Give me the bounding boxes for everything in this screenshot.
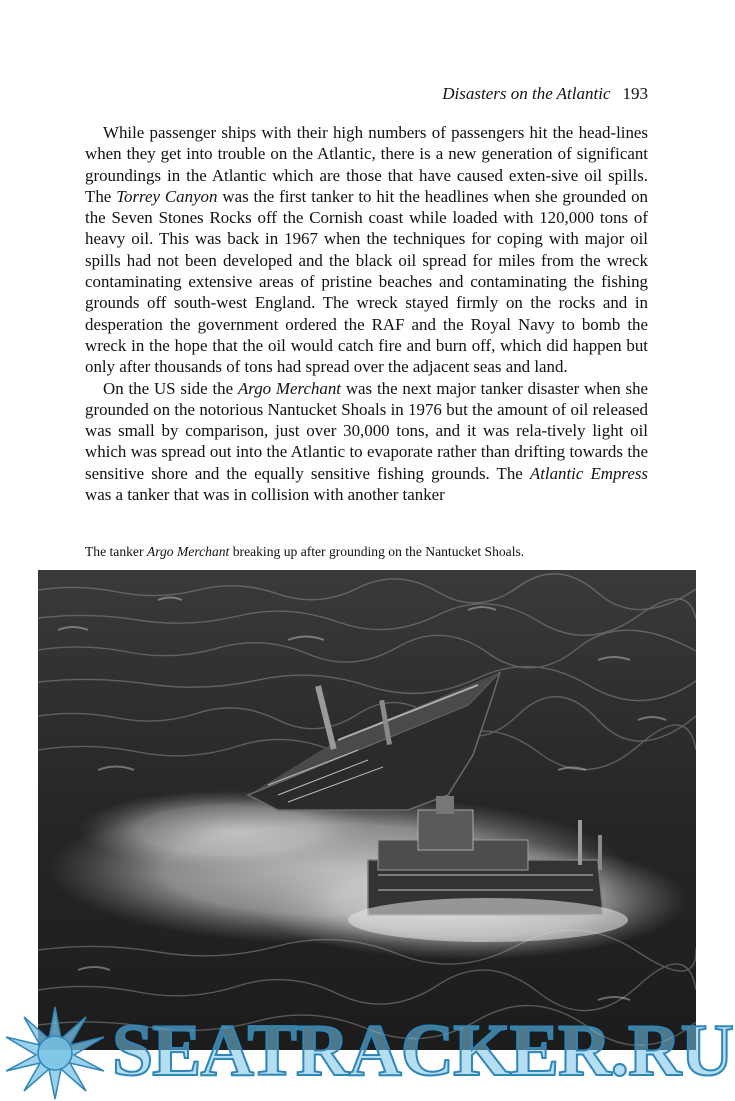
- running-title: Disasters on the Atlantic: [442, 84, 611, 103]
- page-number: 193: [622, 84, 648, 103]
- caption-text: breaking up after grounding on the Nantucket Shoals.: [229, 544, 525, 559]
- text-segment: was the next major tanker disaster when she grounded on the notorious Nantucket Shoals in 1976 but the amount of oil released was small by comparison, just over 30,000 tons, and it was rela-tively light oil which was spread out into the Atlantic to evaporate rather than drifting towards the sensitive shore and the equally sensitive fishing grounds. The: [85, 378, 649, 483]
- ship-name-torrey-canyon: Torrey Canyon: [116, 186, 218, 206]
- body-text: [85, 122, 648, 505]
- photo-caption: [85, 544, 685, 560]
- text-segment: was a tanker that was in collision with another tanker: [85, 485, 445, 505]
- ship-name-argo-merchant: Argo Merchant: [237, 378, 341, 398]
- text-segment: While passenger ships with their high numbers of passengers hit the head-lines when they get into trouble on the Atlantic, there is a new generation of significant groundings in the Atlantic which are those that have caused exten-sive oil spills. The: [85, 123, 648, 206]
- caption-ship-name: Argo Merchant: [146, 544, 230, 559]
- paragraph-1: [85, 122, 648, 378]
- sun-logo-icon: [0, 1005, 110, 1101]
- shipwreck-photo: [38, 570, 696, 1050]
- paragraph-2: [85, 378, 648, 506]
- seatracker-watermark: [0, 1005, 735, 1101]
- caption-text: The tanker: [85, 544, 147, 559]
- watermark-text: SEATRACKER.RU: [112, 1010, 733, 1092]
- running-header: [442, 84, 648, 104]
- text-segment: was the first tanker to hit the headlines when she grounded on the Seven Stones Rocks off the Cornish coast while loaded with 120,000 tons of heavy oil. This was back in 1967 when the techniques for coping with major oil spills had not been developed and the black oil spread for miles from the wreck contaminating extensive areas of pristine beaches and contaminating the fishing grounds off south-west England. The wreck stayed firmly on the rocks and in desperation the government ordered the RAF and the Royal Navy to bomb the wreck in the hope that the oil would catch fire and burn off, which did happen but only after thousands of tons had spread over the adjacent seas and land.: [85, 186, 648, 377]
- ship-name-atlantic-empress: Atlantic Empress: [529, 463, 648, 483]
- text-segment: On the US side the: [103, 378, 238, 398]
